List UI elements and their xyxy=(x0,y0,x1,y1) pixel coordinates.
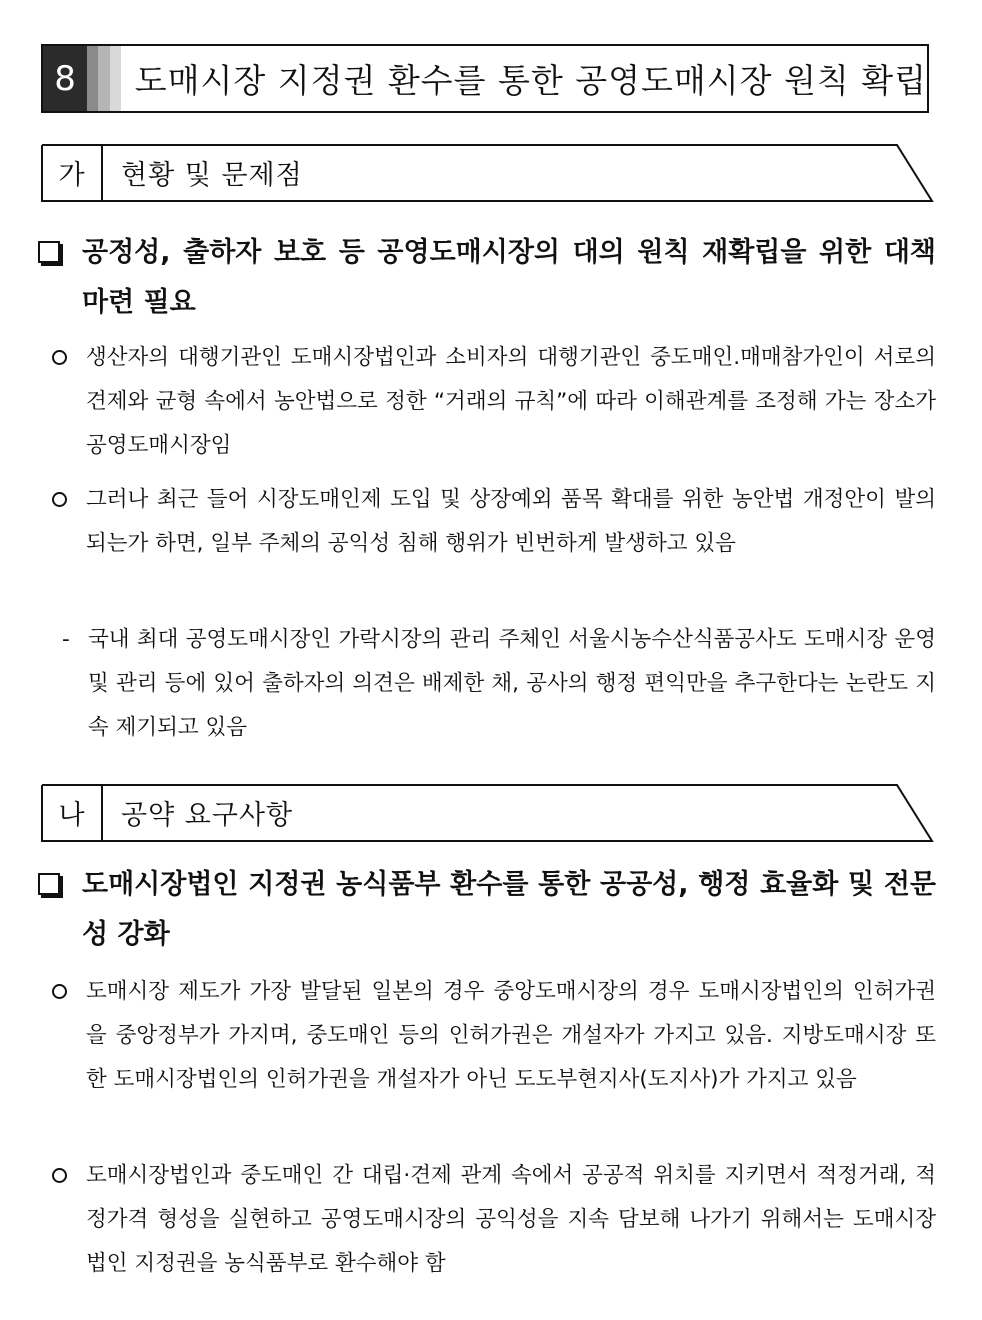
sub-paragraph-1 xyxy=(62,618,936,750)
heading-2-text: 도매시장법인 지정권 농식품부 환수를 통한 공공성, 행정 효율화 및 전문성 강화 xyxy=(82,869,936,950)
heading-2 xyxy=(38,860,936,960)
heading-1-text: 공정성, 출하자 보호 등 공영도매시장의 대의 원칙 재확립을 위한 대책 마련 필요 xyxy=(82,237,936,318)
circle-bullet-icon xyxy=(52,492,67,507)
paragraph-4 xyxy=(52,1154,936,1286)
paragraph-2-text: 그러나 최근 들어 시장도매인제 도입 및 상장예외 품목 확대를 위한 농안법 개정안이 발의 되는가 하면, 일부 주체의 공익성 침해 행위가 빈번하게 발생하고 있음 xyxy=(86,487,936,556)
chapter-gradient-bars xyxy=(87,46,121,111)
circle-bullet-icon xyxy=(52,1168,67,1183)
section-title-na: 공약 요구사항 xyxy=(121,799,294,831)
paragraph-3-text: 도매시장 제도가 가장 발달된 일본의 경우 중앙도매시장의 경우 도매시장법인의 인허가권을 중앙정부가 가지며, 중도매인 등의 인허가권은 개설자가 가지고 있음. 지방도매시장 또한 도매시장법인의 인허가권을 개설자가 아닌 도도부현지사(도지사)가 가지고 있음 xyxy=(86,979,936,1092)
square-bullet-icon xyxy=(38,241,60,263)
paragraph-2 xyxy=(52,478,936,566)
chapter-title-box xyxy=(41,44,929,113)
chapter-title: 도매시장 지정권 환수를 통한 공영도매시장 원칙 확립 xyxy=(134,61,927,100)
square-bullet-icon xyxy=(38,873,60,895)
section-letter-ga: 가 xyxy=(58,159,85,191)
sub-paragraph-1-text: 국내 최대 공영도매시장인 가락시장의 관리 주체인 서울시농수산식품공사도 도매시장 운영 및 관리 등에 있어 출하자의 의견은 배제한 채, 공사의 행정 편익만을 추구한다는 논란도 지속 제기되고 있음 xyxy=(88,627,936,740)
heading-1 xyxy=(38,228,936,328)
paragraph-3 xyxy=(52,970,936,1102)
dash-bullet: - xyxy=(62,627,70,652)
gradient-bar-mid xyxy=(98,46,109,111)
chapter-number: 8 xyxy=(43,46,87,111)
paragraph-1 xyxy=(52,336,936,468)
section-header-na xyxy=(41,784,934,842)
circle-bullet-icon xyxy=(52,350,67,365)
section-header-ga xyxy=(41,144,934,202)
section-letter-na: 나 xyxy=(58,799,85,831)
gradient-bar-dark xyxy=(87,46,98,111)
gradient-bar-light xyxy=(110,46,121,111)
circle-bullet-icon xyxy=(52,984,67,999)
section-title-ga: 현황 및 문제점 xyxy=(121,159,303,191)
paragraph-4-text: 도매시장법인과 중도매인 간 대립·견제 관계 속에서 공공적 위치를 지키면서 적정거래, 적정가격 형성을 실현하고 공영도매시장의 공익성을 지속 담보해 나가기 위해서는 도매시장법인 지정권을 농식품부로 환수해야 함 xyxy=(86,1163,936,1276)
paragraph-1-text: 생산자의 대행기관인 도매시장법인과 소비자의 대행기관인 중도매인.매매참가인이 서로의 견제와 균형 속에서 농안법으로 정한 “거래의 규칙”에 따라 이해관계를 조정해 가는 장소가 공영도매시장임 xyxy=(86,345,936,458)
